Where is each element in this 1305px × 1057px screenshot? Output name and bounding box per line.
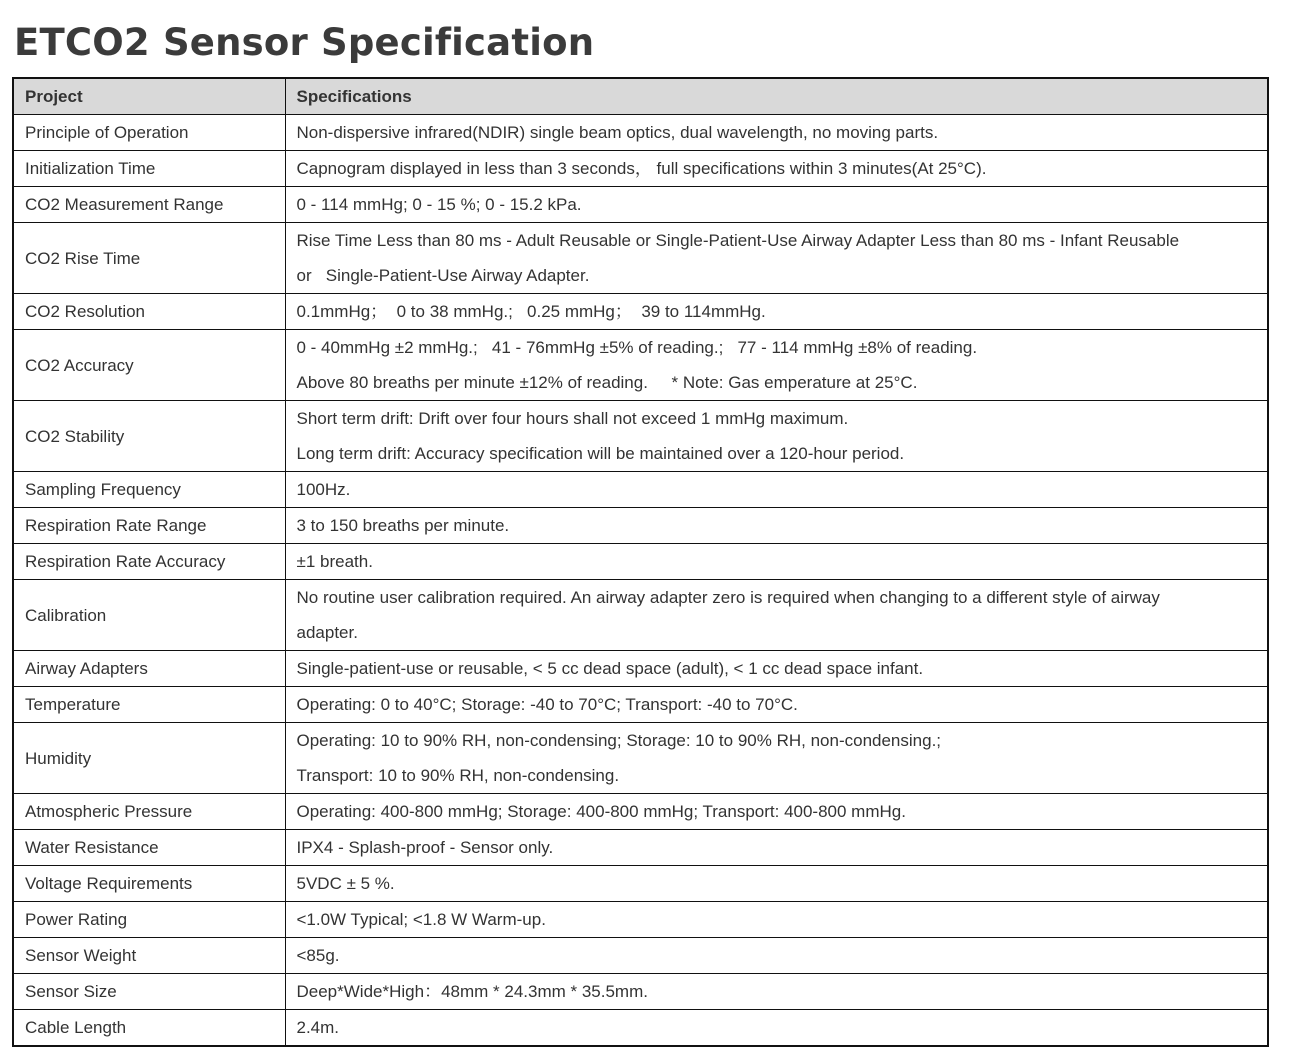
specification-line: Operating: 10 to 90% RH, non-condensing; Storage: 10 to 90% RH, non-condensing.; xyxy=(296,731,942,750)
table-row xyxy=(13,866,1268,902)
column-header-specifications: Specifications xyxy=(285,78,1268,115)
specification-line: or Single-Patient-Use Airway Adapter. xyxy=(296,266,590,285)
specification-line: Transport: 10 to 90% RH, non-condensing. xyxy=(296,766,620,785)
row-specification xyxy=(285,115,1268,151)
row-label: Sensor Size xyxy=(13,974,285,1010)
row-specification xyxy=(285,794,1268,830)
table-row xyxy=(13,830,1268,866)
row-label: Power Rating xyxy=(13,902,285,938)
specification-line: 5VDC ± 5 %. xyxy=(296,874,395,893)
spec-table-body xyxy=(13,115,1268,1047)
table-row xyxy=(13,508,1268,544)
specification-line: Above 80 breaths per minute ±12% of reading. * Note: Gas emperature at 25°C. xyxy=(296,373,918,392)
row-specification xyxy=(285,223,1268,294)
row-specification xyxy=(285,974,1268,1010)
row-specification xyxy=(285,187,1268,223)
row-label: Voltage Requirements xyxy=(13,866,285,902)
row-specification xyxy=(285,508,1268,544)
specification-line: Non-dispersive infrared(NDIR) single beam optics, dual wavelength, no moving parts. xyxy=(296,123,939,142)
specification-line: ±1 breath. xyxy=(296,552,373,571)
specification-line: IPX4 - Splash-proof - Sensor only. xyxy=(296,838,554,857)
row-specification xyxy=(285,866,1268,902)
row-label: Respiration Rate Range xyxy=(13,508,285,544)
row-specification xyxy=(285,1010,1268,1047)
table-row xyxy=(13,794,1268,830)
table-row xyxy=(13,187,1268,223)
row-specification xyxy=(285,151,1268,187)
specification-line: Capnogram displayed in less than 3 seconds， full specifications within 3 minutes(At 25°C). xyxy=(296,159,987,178)
specification-line: Long term drift: Accuracy specification will be maintained over a 120-hour period. xyxy=(296,444,905,463)
specification-line: 0 - 114 mmHg; 0 - 15 %; 0 - 15.2 kPa. xyxy=(296,195,582,214)
row-label: CO2 Measurement Range xyxy=(13,187,285,223)
row-specification xyxy=(285,687,1268,723)
spec-table xyxy=(12,77,1269,1047)
row-specification xyxy=(285,294,1268,330)
specification-line: 3 to 150 breaths per minute. xyxy=(296,516,510,535)
specification-line: <1.0W Typical; <1.8 W Warm-up. xyxy=(296,910,546,929)
spec-table-header xyxy=(13,78,1268,115)
row-specification xyxy=(285,330,1268,401)
specification-line: 100Hz. xyxy=(296,480,351,499)
row-label: Sampling Frequency xyxy=(13,472,285,508)
row-label: Cable Length xyxy=(13,1010,285,1047)
row-label: Airway Adapters xyxy=(13,651,285,687)
specification-line: Single-patient-use or reusable, < 5 cc dead space (adult), < 1 cc dead space infant. xyxy=(296,659,924,678)
specification-line: Operating: 0 to 40°C; Storage: -40 to 70°C; Transport: -40 to 70°C. xyxy=(296,695,798,714)
specification-line: No routine user calibration required. An airway adapter zero is required when changing to a different style of airway xyxy=(296,588,1160,607)
table-row xyxy=(13,723,1268,794)
specification-line: Short term drift: Drift over four hours shall not exceed 1 mmHg maximum. xyxy=(296,409,849,428)
table-row xyxy=(13,974,1268,1010)
specification-line: Operating: 400-800 mmHg; Storage: 400-800 mmHg; Transport: 400-800 mmHg. xyxy=(296,802,906,821)
table-row xyxy=(13,115,1268,151)
row-specification xyxy=(285,723,1268,794)
table-row xyxy=(13,580,1268,651)
table-row xyxy=(13,902,1268,938)
row-label: CO2 Stability xyxy=(13,401,285,472)
row-label: Calibration xyxy=(13,580,285,651)
specification-line: 0 - 40mmHg ±2 mmHg.; 41 - 76mmHg ±5% of reading.; 77 - 114 mmHg ±8% of reading. xyxy=(296,338,978,357)
table-row xyxy=(13,938,1268,974)
row-label: Respiration Rate Accuracy xyxy=(13,544,285,580)
row-label: Water Resistance xyxy=(13,830,285,866)
row-specification xyxy=(285,902,1268,938)
row-label: Initialization Time xyxy=(13,151,285,187)
column-header-project: Project xyxy=(13,78,285,115)
table-row xyxy=(13,544,1268,580)
row-specification xyxy=(285,830,1268,866)
table-row xyxy=(13,401,1268,472)
specification-line: 0.1mmHg； 0 to 38 mmHg.; 0.25 mmHg； 39 to 114mmHg. xyxy=(296,302,766,321)
row-label: Sensor Weight xyxy=(13,938,285,974)
row-specification xyxy=(285,651,1268,687)
table-row xyxy=(13,687,1268,723)
specification-line: Deep*Wide*High：48mm * 24.3mm * 35.5mm. xyxy=(296,982,648,1001)
row-label: Temperature xyxy=(13,687,285,723)
row-specification xyxy=(285,938,1268,974)
header-row xyxy=(13,78,1268,115)
specification-line: <85g. xyxy=(296,946,340,965)
table-row xyxy=(13,330,1268,401)
table-row xyxy=(13,294,1268,330)
table-row xyxy=(13,472,1268,508)
row-label: Humidity xyxy=(13,723,285,794)
row-specification xyxy=(285,472,1268,508)
row-label: Principle of Operation xyxy=(13,115,285,151)
row-specification xyxy=(285,401,1268,472)
table-row xyxy=(13,151,1268,187)
specification-line: 2.4m. xyxy=(296,1018,340,1037)
row-label: CO2 Accuracy xyxy=(13,330,285,401)
specification-line: adapter. xyxy=(296,623,358,642)
table-row xyxy=(13,1010,1268,1047)
specification-line: Rise Time Less than 80 ms - Adult Reusable or Single-Patient-Use Airway Adapter Less than 80 ms - Infant Reusable xyxy=(296,231,1180,250)
page-title: ETCO2 Sensor Specification xyxy=(14,21,595,64)
row-label: Atmospheric Pressure xyxy=(13,794,285,830)
row-specification xyxy=(285,580,1268,651)
table-row xyxy=(13,651,1268,687)
table-row xyxy=(13,223,1268,294)
row-specification xyxy=(285,544,1268,580)
row-label: CO2 Rise Time xyxy=(13,223,285,294)
row-label: CO2 Resolution xyxy=(13,294,285,330)
